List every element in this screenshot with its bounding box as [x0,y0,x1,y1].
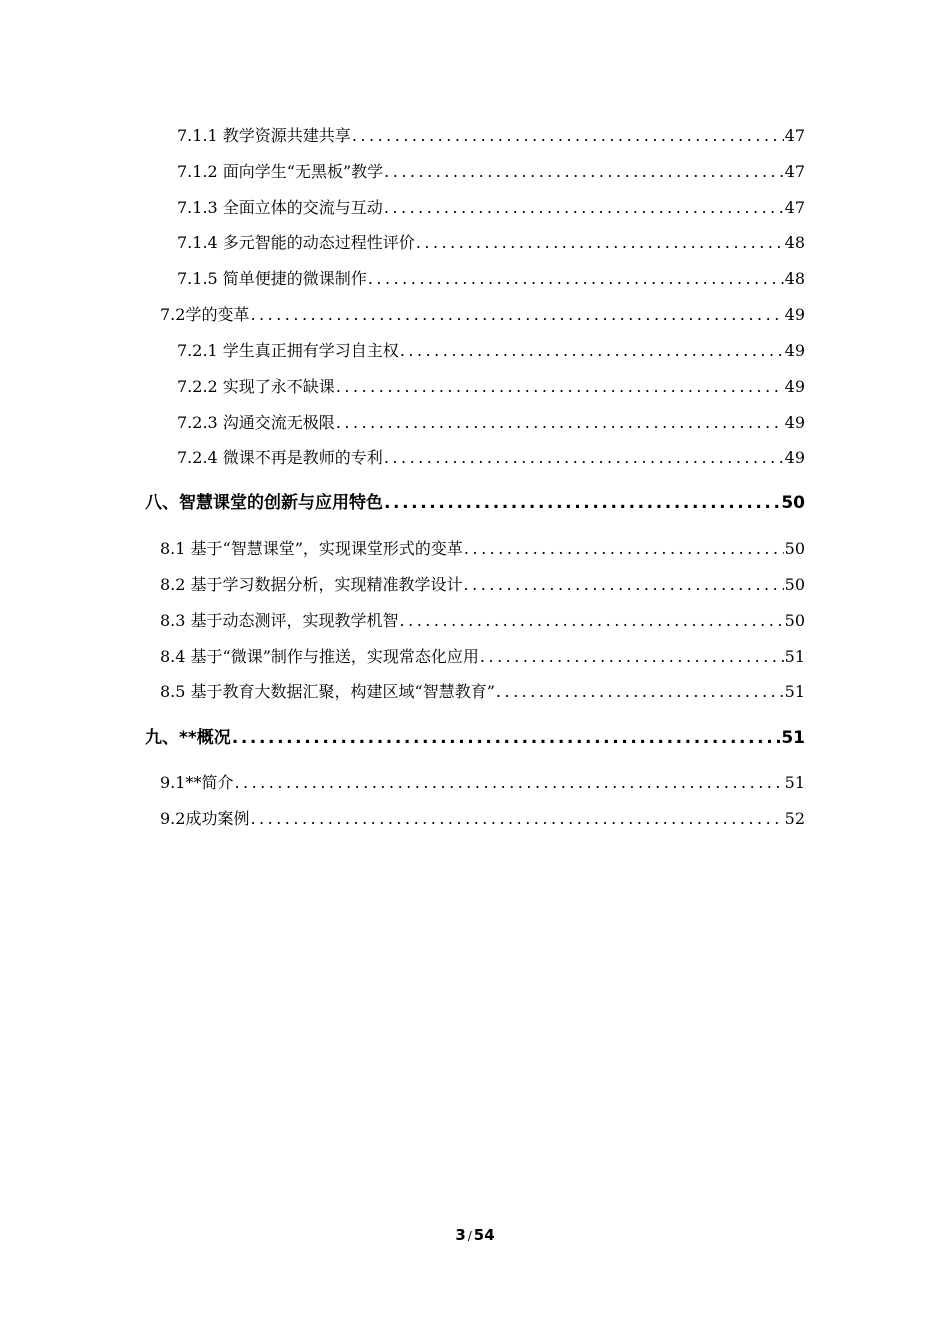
toc-entry[interactable] [177,124,805,148]
toc-page-number: 47 [784,126,805,145]
toc-entry[interactable] [177,196,805,220]
toc-dot-leader [250,303,783,327]
toc-page-number: 48 [784,269,805,288]
toc-entry-title: 7.1.4 多元智能的动态过程性评价 [177,233,415,252]
toc-entry[interactable] [177,375,805,399]
toc-entry-title: 8.5 基于教育大数据汇聚，构建区域“智慧教育” [160,682,495,701]
toc-entry-title: 8.4 基于“微课”制作与推送，实现常态化应用 [160,647,479,666]
toc-dot-leader [496,680,784,704]
toc-entry[interactable] [177,339,805,363]
toc-dot-leader [250,807,783,831]
toc-page-number: 51 [784,647,805,666]
toc-dot-leader [464,573,784,597]
toc-page-number: 50 [784,575,805,594]
toc-page-number: 50 [784,539,805,558]
toc-chapter-entry[interactable] [145,491,805,515]
toc-page-number: 49 [784,305,805,324]
toc-page-number: 51 [784,682,805,701]
toc-dot-leader [384,491,780,515]
toc-page-number: 50 [781,493,805,513]
toc-page-number: 49 [784,413,805,432]
toc-entry[interactable] [160,645,805,669]
total-page-count: 54 [473,1226,495,1244]
toc-dot-leader [400,609,784,633]
toc-page-number: 52 [784,809,805,828]
toc-entry[interactable] [177,446,805,470]
toc-entry-title: 7.2.1 学生真正拥有学习自主权 [177,341,399,360]
toc-entry-title: 9.1**简介 [160,773,234,792]
toc-dot-leader [368,267,784,291]
toc-dot-leader [234,771,783,795]
toc-entry[interactable] [160,303,805,327]
toc-entry-title: 7.1.1 教学资源共建共享 [177,126,351,145]
toc-entry[interactable] [160,573,805,597]
toc-entry-title: 7.2.2 实现了永不缺课 [177,377,335,396]
toc-page-number: 49 [784,377,805,396]
toc-entry-title: 7.2.3 沟通交流无极限 [177,413,335,432]
toc-entry-title: 八、智慧课堂的创新与应用特色 [145,493,383,513]
page-number-footer [0,1226,950,1244]
toc-entry[interactable] [160,771,805,795]
toc-page-number: 47 [784,162,805,181]
toc-dot-leader [464,537,784,561]
toc-dot-leader [400,339,784,363]
toc-dot-leader [416,231,784,255]
toc-page-number: 51 [781,728,805,748]
toc-dot-leader [336,411,784,435]
toc-entry-title: 9.2成功案例 [160,809,250,828]
toc-dot-leader [480,645,784,669]
toc-entry-title: 7.1.3 全面立体的交流与互动 [177,198,383,217]
toc-page-number: 49 [784,341,805,360]
toc-entry-title: 7.2.4 微课不再是教师的专利 [177,448,383,467]
toc-page-number: 47 [784,198,805,217]
toc-dot-leader [384,160,783,184]
toc-entry-title: 7.1.5 简单便捷的微课制作 [177,269,367,288]
toc-entry[interactable] [160,680,805,704]
toc-entry[interactable] [160,807,805,831]
toc-entry-title: 8.1 基于“智慧课堂”，实现课堂形式的变革 [160,539,463,558]
toc-entry-title: 九、**概况 [145,728,231,748]
toc-entry[interactable] [177,160,805,184]
toc-page-number: 48 [784,233,805,252]
toc-page-number: 51 [784,773,805,792]
page-separator: / [467,1229,472,1243]
toc-dot-leader [384,196,784,220]
current-page-number: 3 [455,1226,466,1244]
toc-entry[interactable] [177,231,805,255]
toc-entry[interactable] [177,411,805,435]
toc-page-number: 50 [784,611,805,630]
toc-dot-leader [384,446,784,470]
toc-chapter-entry[interactable] [145,726,805,750]
toc-entry[interactable] [177,267,805,291]
toc-dot-leader [232,726,781,750]
toc-dot-leader [352,124,784,148]
toc-entry-title: 7.2学的变革 [160,305,250,324]
toc-page-number: 49 [784,448,805,467]
toc-entry-title: 8.3 基于动态测评，实现教学机智 [160,611,399,630]
toc-entry-title: 8.2 基于学习数据分析，实现精准教学设计 [160,575,463,594]
toc-entry-title: 7.1.2 面向学生“无黑板”教学 [177,162,384,181]
toc-entry[interactable] [160,609,805,633]
toc-dot-leader [336,375,784,399]
toc-entry[interactable] [160,537,805,561]
